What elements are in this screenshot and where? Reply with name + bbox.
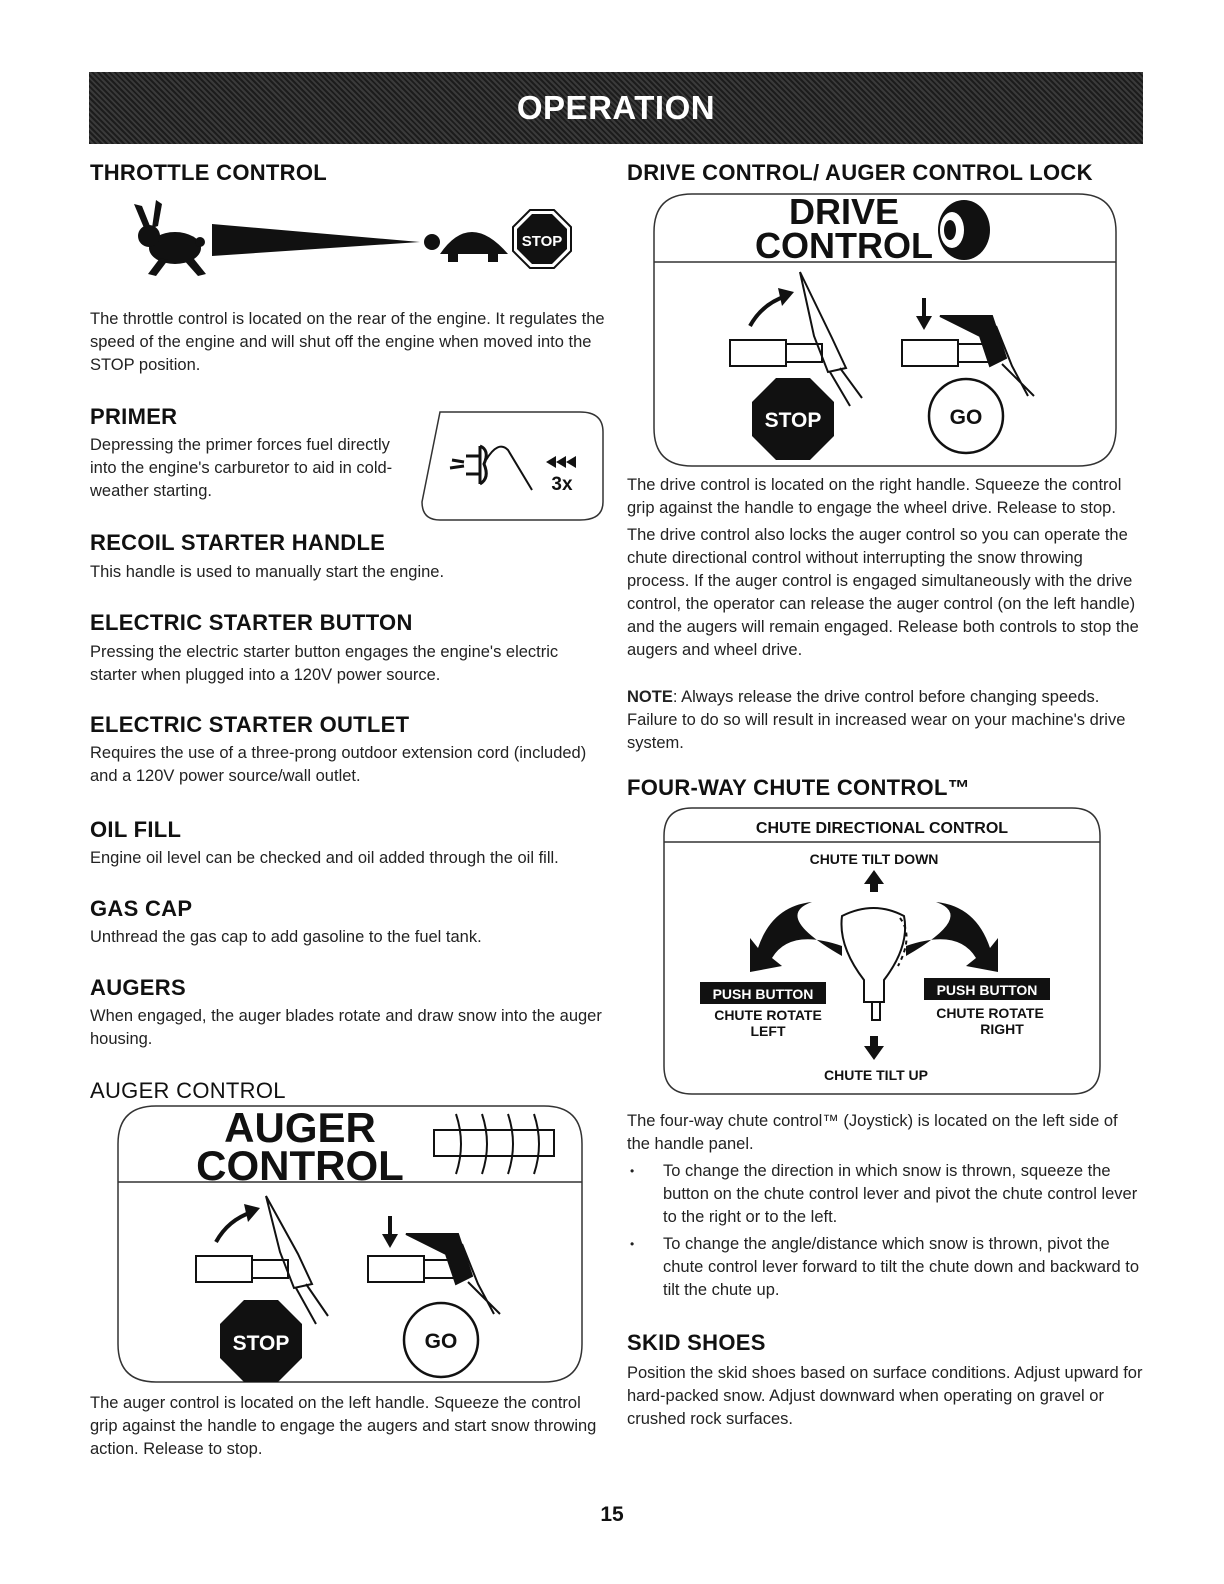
gas-cap-heading: GAS CAP: [90, 896, 193, 921]
chute-bullet-list: [627, 1160, 1143, 1306]
rabbit-icon: [134, 200, 206, 276]
electric-button-heading: ELECTRIC STARTER BUTTON: [90, 610, 413, 635]
primer-heading: PRIMER: [90, 404, 178, 429]
note-label: NOTE: [627, 688, 673, 706]
drive-go-icon: [929, 379, 1003, 453]
rotate-right-arrow-icon: [906, 902, 998, 972]
chute-tilt-up-label: CHUTE TILT UP: [824, 1067, 928, 1083]
speed-wedge-icon: [212, 224, 420, 256]
electric-outlet-heading: ELECTRIC STARTER OUTLET: [90, 712, 410, 737]
auger-stop-label: STOP: [232, 1332, 290, 1355]
auger-control-decal: [116, 1104, 584, 1384]
chute-control-decal: [662, 806, 1104, 1096]
gas-cap-text: Unthread the gas cap to add gasoline to the fuel tank.: [90, 928, 482, 946]
auger-control-heading: AUGER CONTROL: [90, 1078, 286, 1103]
oil-fill-text: Engine oil level can be checked and oil added through the oil fill.: [90, 849, 559, 867]
recoil-text: This handle is used to manually start the engine.: [90, 563, 445, 581]
skid-shoes-text: Position the skid shoes based on surface conditions. Adjust upward for hard-packed snow. Adjust downward when operating on gravel or crushed rock surfaces.: [627, 1364, 1143, 1428]
chute-tilt-down-label: CHUTE TILT DOWN: [809, 851, 939, 867]
chute-heading: FOUR-WAY CHUTE CONTROL™: [627, 775, 971, 800]
auger-stop-icon: [220, 1300, 302, 1382]
drive-decal-line2: CONTROL: [755, 225, 933, 266]
rotate-right-label-2: RIGHT: [980, 1021, 1024, 1037]
augers-text: When engaged, the auger blades rotate and draw snow into the auger housing.: [90, 1007, 602, 1048]
turtle-icon: [424, 232, 508, 262]
electric-outlet-text: Requires the use of a three-prong outdoor extension cord (included) and a 120V power source/wall outlet.: [90, 744, 587, 785]
rotate-left-arrow-icon: [750, 902, 842, 972]
throttle-stop-label: STOP: [521, 233, 563, 250]
drive-control-text-1: The drive control is located on the right handle. Squeeze the control grip against the handle to engage the wheel drive. Release to stop.: [627, 476, 1122, 517]
joystick-icon: [841, 908, 906, 1020]
auger-spiral-icon: [434, 1114, 554, 1174]
primer-button-icon: [450, 446, 532, 490]
page-number: 15: [600, 1503, 624, 1526]
push-button-left-badge: [700, 982, 826, 1004]
primer-diagram: [420, 410, 606, 522]
stop-sign-icon: [513, 210, 571, 268]
drive-control-note: [627, 686, 1143, 755]
note-text: : Always release the drive control before changing speeds. Failure to do so will result in increased wear on your machine's drive system.: [627, 688, 1126, 752]
primer-3x-label: 3x: [551, 474, 573, 495]
tilt-down-arrow-icon: [864, 870, 884, 892]
wheel-icon: [938, 200, 990, 260]
drive-control-text-2: The drive control also locks the auger control so you can operate the chute directional control without interrupting the snow throwing process. If the auger control is engaged simultaneously with the drive control, the operator can release the auger control (on the left handle) and the augers will remain engaged. Release both controls to stop the augers and wheel drive.: [627, 526, 1139, 659]
rotate-right-label-1: CHUTE ROTATE: [936, 1005, 1044, 1021]
auger-go-icon: [404, 1303, 478, 1377]
push-button-right-label: PUSH BUTTON: [936, 982, 1038, 998]
tilt-up-arrow-icon: [864, 1036, 884, 1060]
throttle-text: The throttle control is located on the rear of the engine. It regulates the speed of the engine and will shut off the engine when moved into the STOP position.: [90, 310, 605, 374]
chute-bullet-1: • To change the direction in which snow is thrown, squeeze the button on the chute control lever and pivot the chute control lever to the right or to the left.: [627, 1160, 1143, 1229]
drive-control-decal: [652, 192, 1118, 468]
drive-stop-label: STOP: [764, 409, 822, 432]
chute-bullet-2: • To change the angle/distance which snow is thrown, pivot the chute control lever forward to tilt the chute down and backward to tilt the chute up.: [627, 1233, 1143, 1302]
auger-decal-line2: CONTROL: [196, 1142, 404, 1189]
chute-text: The four-way chute control™ (Joystick) is located on the left side of the handle panel.: [627, 1112, 1118, 1153]
electric-button-text: Pressing the electric starter button engages the engine's electric starter when plugged into a 120V power source.: [90, 643, 559, 684]
drive-stop-icon: [752, 378, 834, 460]
auger-control-text: The auger control is located on the left handle. Squeeze the control grip against the handle to engage the augers and start snow throwing action. Release to stop.: [90, 1394, 597, 1458]
chute-decal-title: CHUTE DIRECTIONAL CONTROL: [755, 820, 1009, 837]
section-banner: [89, 72, 1143, 144]
drive-go-label: GO: [949, 406, 983, 429]
drive-decal-line1: DRIVE: [788, 192, 900, 232]
auger-lever-release-icon: [368, 1216, 500, 1314]
rotate-left-label-1: CHUTE ROTATE: [714, 1007, 822, 1023]
primer-text: Depressing the primer forces fuel directly into the engine's carburetor to aid in cold-weather starting.: [90, 436, 393, 500]
recoil-heading: RECOIL STARTER HANDLE: [90, 530, 386, 555]
triple-arrow-icon: [546, 456, 576, 468]
drive-lever-release-icon: [902, 298, 1034, 396]
banner-title: OPERATION: [516, 89, 716, 126]
throttle-heading: THROTTLE CONTROL: [90, 160, 327, 185]
skid-shoes-heading: SKID SHOES: [627, 1330, 766, 1355]
auger-decal-line1: AUGER: [224, 1104, 376, 1151]
augers-heading: AUGERS: [90, 975, 186, 1000]
oil-fill-heading: OIL FILL: [90, 817, 182, 842]
auger-go-label: GO: [424, 1330, 458, 1353]
rotate-left-label-2: LEFT: [750, 1023, 786, 1039]
drive-control-heading: DRIVE CONTROL/ AUGER CONTROL LOCK: [627, 160, 1093, 185]
throttle-diagram: [120, 196, 600, 286]
push-button-left-label: PUSH BUTTON: [712, 986, 814, 1002]
push-button-right-badge: [924, 978, 1050, 1000]
